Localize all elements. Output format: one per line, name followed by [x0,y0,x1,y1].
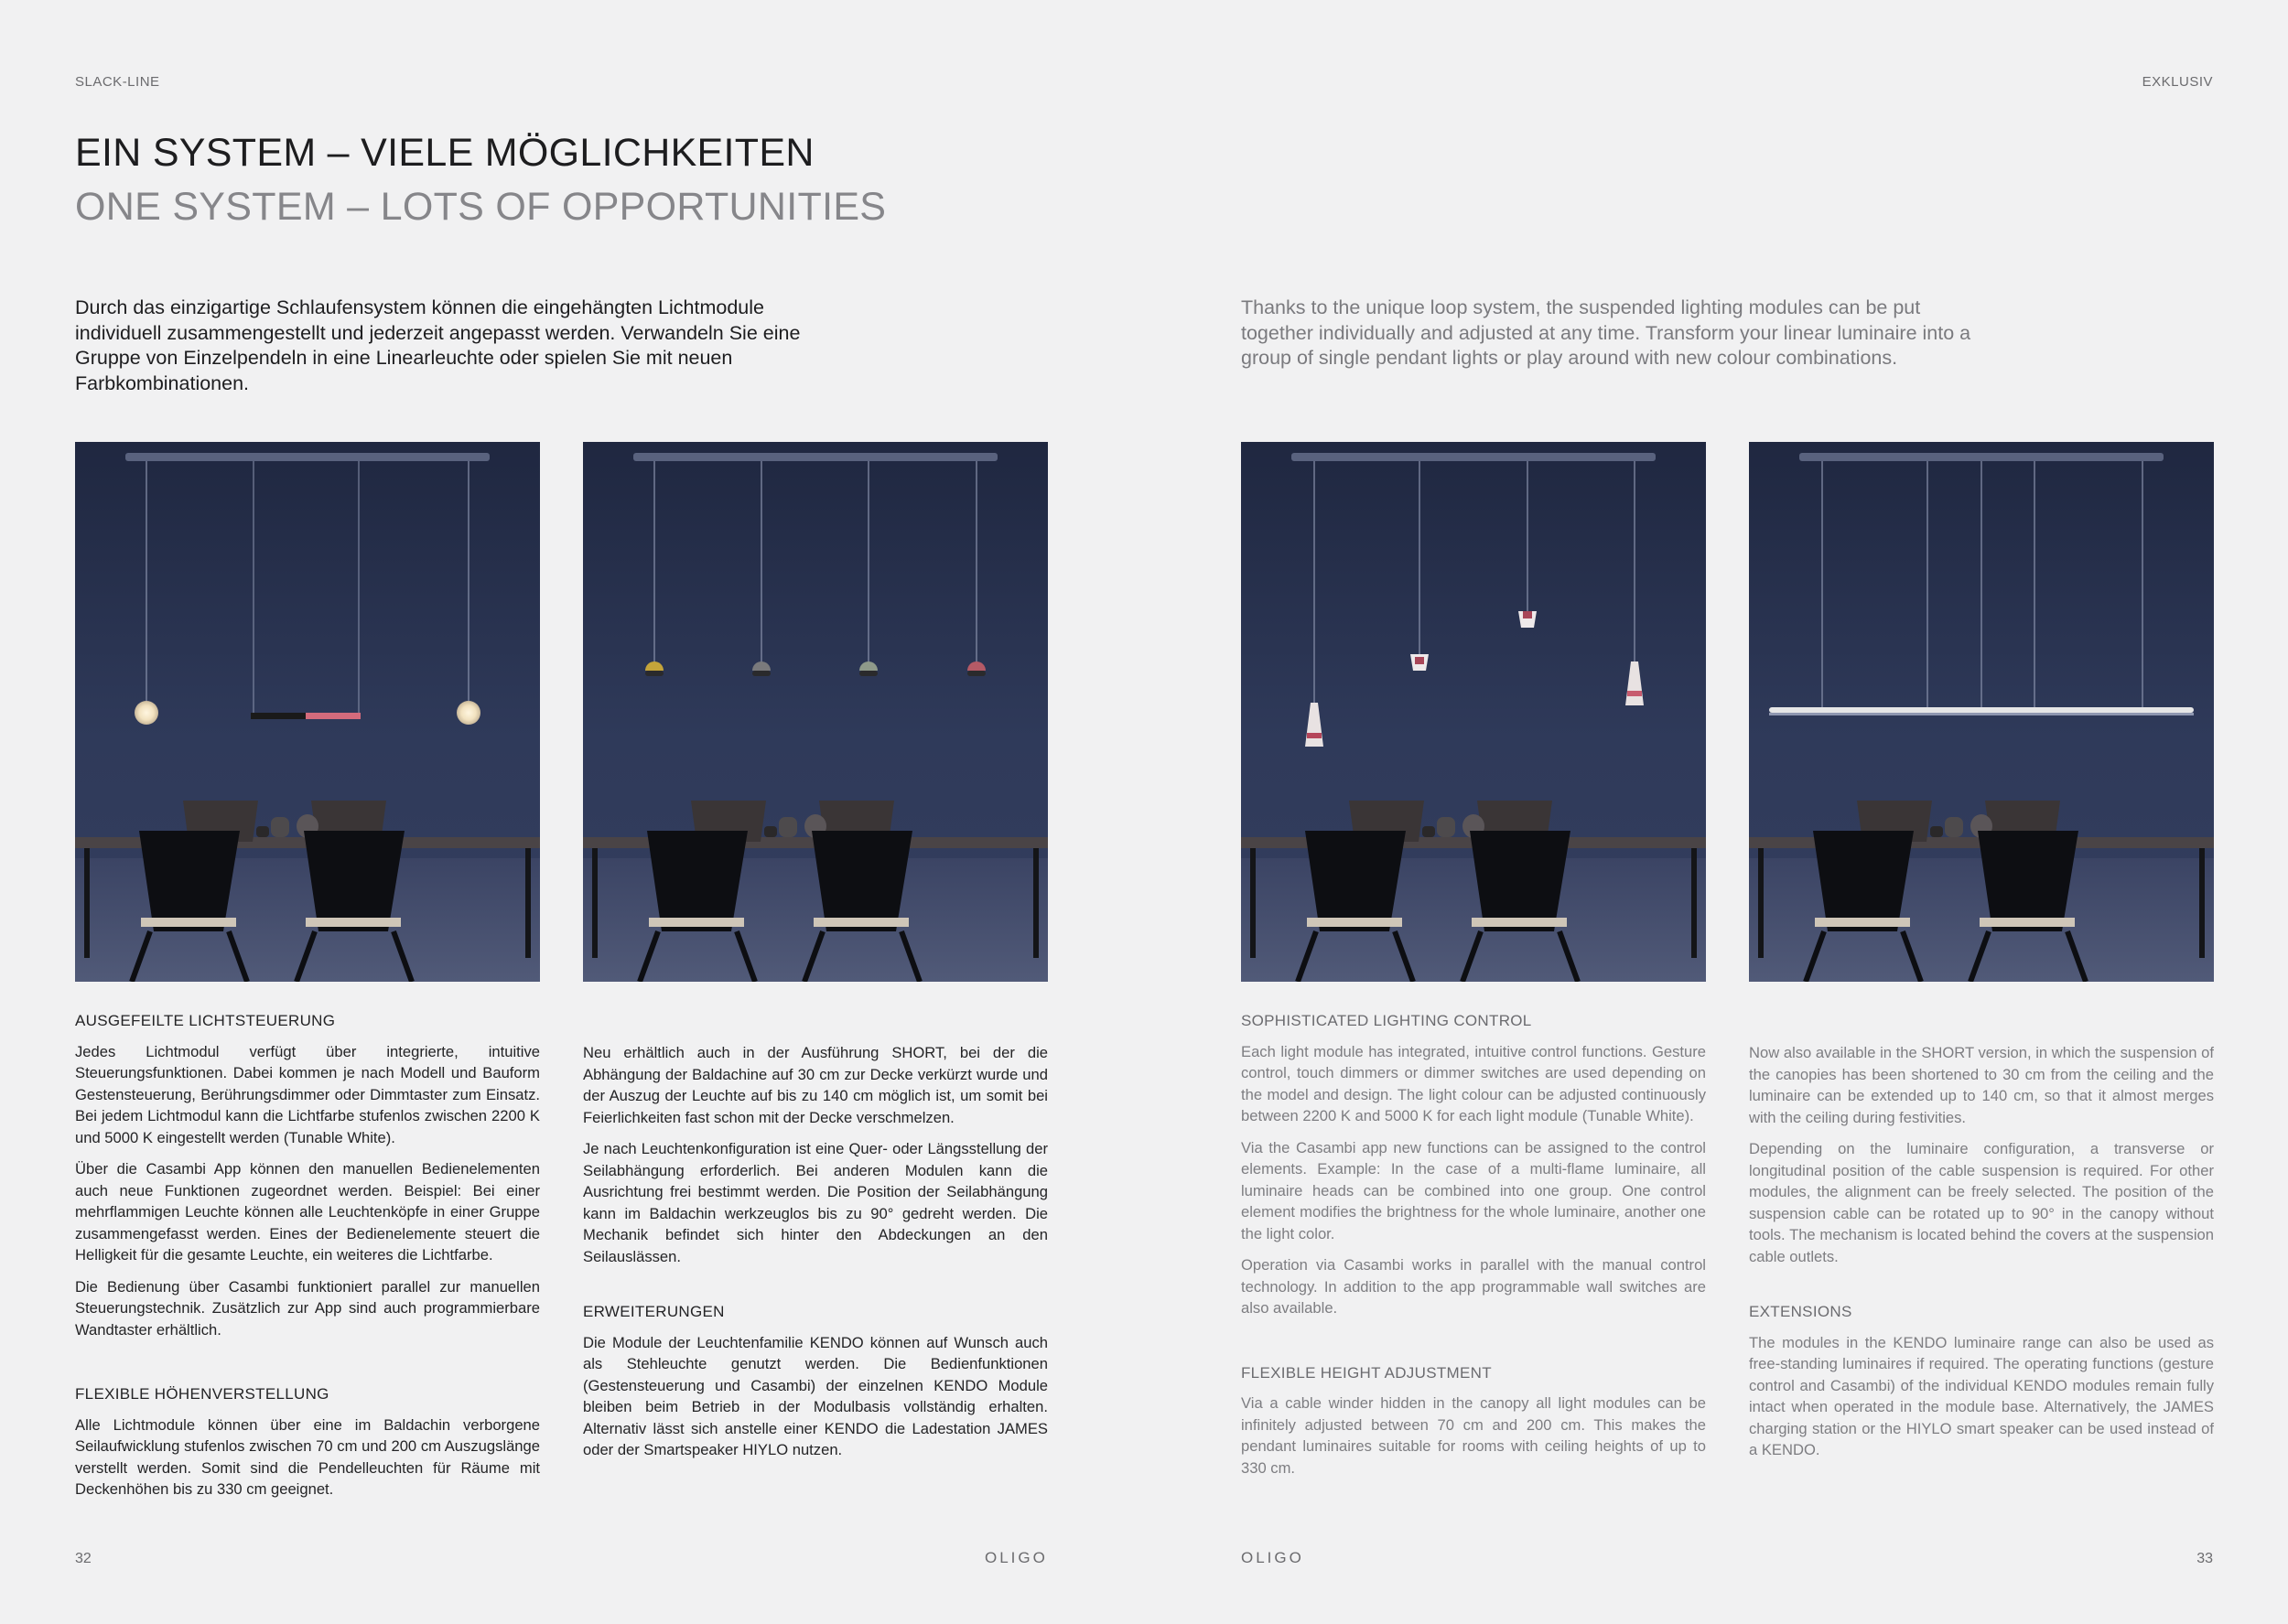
paragraph: Each light module has integrated, intuitive control functions. Gesture control, touch dimmers or dimmer switches are used depending on the model and design. The light colour can be adjusted continuously between 2200 K and 5000 K for each light module (Tunable White). [1241,1042,1706,1124]
intro-text-en: Thanks to the unique loop system, the suspended lighting modules can be put together individually and adjusted at any time. Transform your linear luminaire into a group of single pendant lights or play around with new colour combinations. [1241,296,1971,369]
paragraph: The modules in the KENDO luminaire range can also be used as free-standing luminaires if required. The operating functions (gesture control and Casambi) of the individual KENDO modules remain fully intact when operated in the module base. Alternatively, the JAMES charging station or the HIYLO smart speaker can be used instead of a KENDO. [1749,1333,2214,1458]
page-title-en: ONE SYSTEM – LOTS OF OPPORTUNITIES [75,185,887,229]
section-heading-extensions-de: ERWEITERUNGEN [583,1303,725,1320]
paragraph: Über die Casambi App können den manuellen Bedienelementen auch neue Funktionen zugeordnet werden. Beispiel: Bei einer mehrflammigen Leuchte können alle Leuchtenköpfe in einer Gruppe zusammengefasst werden. Eines der Bedienelemente steuert die Helligkeit für die gesamte Leuchte, ein weiteres die Lichtfarbe. [75,1160,540,1264]
paragraph: Depending on the luminaire configuration, a transverse or longitudinal position of the cable suspension is required. For other modules, the alignment can be freely selected. The position of the suspension cable can be rotated up to 90° in the canopy without tools. The mechanism is located behind the covers at the suspension cable outlets. [1749,1140,2214,1265]
photo-globe-and-linear-module [75,442,540,982]
paragraph: Via the Casambi app new functions can be assigned to the control elements. Example: In the case of a multi-flame luminaire, all luminaire heads can be combined into one group. One control element modifies the brightness for the whole luminaire, another one the light color. [1241,1138,1706,1242]
intro-text-de: Durch das einzigartige Schlaufensystem können die eingehängten Lichtmodule individuell zusammengestellt und jederzeit angepasst werden. Verwandeln Sie eine Gruppe von Einzelpendeln in eine Linearleuchte oder spielen Sie mit neuen Farbkombinationen. [75,296,801,394]
photo-four-spot-pendants [583,442,1048,982]
paragraph: Die Module der Leuchtenfamilie KENDO können auf Wunsch auch als Stehleuchte genutzt werden. Die Bedienfunktionen (Gestensteuerung und Casambi) der einzelnen KENDO Module bleiben beim Betrieb in der Modulbasis vollständig erhalten. Alternativ lässt sich anstelle einer KENDO die Ladestation JAMES oder der Smartspeaker HIYLO nutzen. [583,1333,1048,1458]
oligo-logo-left: OLIGO [985,1549,1048,1566]
text-column-de-2 [583,1042,1048,1471]
oligo-logo-right: OLIGO [1241,1549,1304,1566]
section-heading-lighting-control-de: AUSGEFEILTE LICHTSTEUERUNG [75,1012,336,1029]
text-column-en-2 [1749,1042,2214,1471]
text-column-de-1 [75,1010,540,1511]
text-column-en-1 [1241,1010,1706,1489]
running-head-left: SLACK-LINE [75,74,160,90]
paragraph: Jedes Lichtmodul verfügt über integrierte, intuitive Steuerungsfunktionen. Dabei kommen je nach Modell und Bauform Gestensteuerung, Berührungsdimmer oder Dimmtaster zum Einsatz. Bei jedem Lichtmodul kann die Lichtfarbe stufenlos zwischen 2200 K und 5000 K eingestellt werden (Tunable White). [75,1042,540,1146]
paragraph: Alle Lichtmodule können über eine im Baldachin verborgene Seilaufwicklung stufenlos zwischen 70 cm und 200 cm Auszugslänge verstellt werden. Somit sind die Pendelleuchten für Räume mit Deckenhöhen bis zu 330 cm geeignet. [75,1415,540,1498]
page-title-de: EIN SYSTEM – VIELE MÖGLICHKEITEN [75,131,815,175]
paragraph: Operation via Casambi works in parallel with the manual control technology. In addition to the app programmable wall switches are also available. [1241,1256,1706,1317]
section-heading-extensions-en: EXTENSIONS [1749,1303,1852,1320]
page-number-right: 33 [2196,1551,2213,1566]
paragraph: Now also available in the SHORT version, in which the suspension of the canopies has been shortened to 30 cm from the ceiling and the luminaire can be extended up to 140 cm, so that it almost merges with the ceiling during festivities. [1749,1044,2214,1126]
section-heading-lighting-control-en: SOPHISTICATED LIGHTING CONTROL [1241,1012,1532,1029]
paragraph: Neu erhältlich auch in der Ausführung SHORT, bei der die Abhängung der Baldachine auf 30 cm zur Decke verkürzt wurde und der Auszug der Leuchte auf bis zu 140 cm möglich ist, um somit bei Feierlichkeiten fast schon mit der Decke verschmelzen. [583,1044,1048,1126]
paragraph: Via a cable winder hidden in the canopy all light modules can be infinitely adjusted between 70 cm and 200 cm. This makes the pendant luminaires suitable for rooms with ceiling heights of up to 330 cm. [1241,1394,1706,1477]
running-head-right: EXKLUSIV [2142,74,2213,90]
paragraph: Je nach Leuchtenkonfiguration ist eine Quer- oder Längsstellung der Seilabhängung erforderlich. Bei anderen Modulen kann die Ausrichtung frei bestimmt werden. Die Position der Seilabhängung kann im Baldachin werkzeuglos bis zu 90° gedreht werden. Die Mechanik befindet sich hinter den Abdeckungen an den Seilauslässen. [583,1140,1048,1265]
photo-kendo-pendants [1241,442,1706,982]
section-heading-height-adjustment-de: FLEXIBLE HÖHENVERSTELLUNG [75,1385,329,1403]
page-number-left: 32 [75,1551,92,1566]
section-heading-height-adjustment-en: FLEXIBLE HEIGHT ADJUSTMENT [1241,1363,1492,1382]
paragraph: Die Bedienung über Casambi funktioniert parallel zur manuellen Steuerungstechnik. Zusätzlich zur App sind auch programmierbare Wandtaster erhältlich. [75,1277,540,1339]
photo-linear-modules-row [1749,442,2214,982]
